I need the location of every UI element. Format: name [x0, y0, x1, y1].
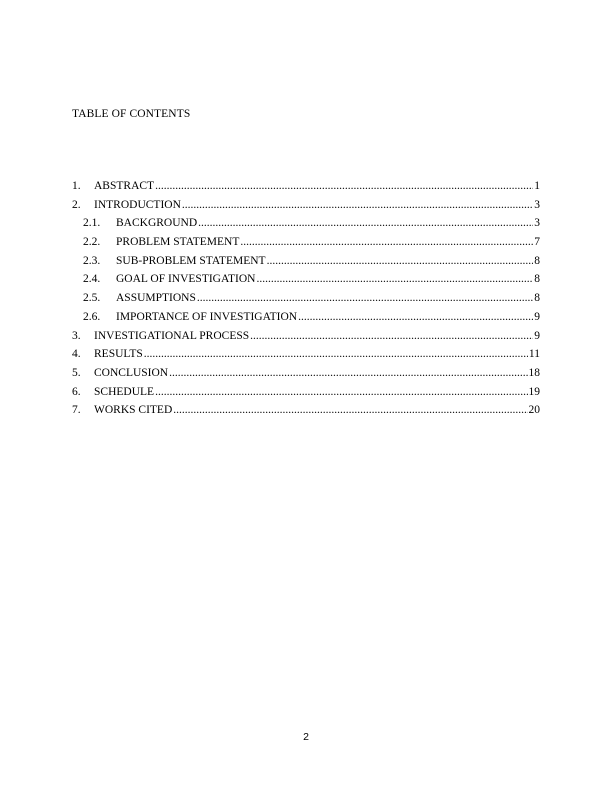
toc-entry-page: 9 [534, 329, 540, 342]
toc-entry-number: 4. [72, 348, 81, 361]
toc-entry-title: PROBLEM STATEMENT [116, 236, 240, 249]
toc-entry-title: ABSTRACT [94, 180, 155, 192]
toc-entry-page: 8 [534, 273, 540, 286]
toc-entry-problem-statement[interactable] [72, 234, 540, 253]
toc-leader-dots [169, 365, 527, 381]
toc-entry-number: 2. [72, 198, 81, 211]
toc-entry-number: 2.6. [83, 310, 101, 323]
toc-entry-page: 7 [534, 236, 540, 249]
toc-entry-schedule[interactable] [72, 384, 540, 403]
page-number: 2 [303, 731, 309, 743]
toc-leader-dots [198, 215, 533, 231]
toc-leader-dots [240, 234, 533, 250]
toc-entry-goal-of-investigation[interactable] [72, 271, 540, 290]
toc-entry-number: 2.5. [83, 292, 101, 305]
toc-entry-page: 8 [534, 254, 540, 267]
toc-entry-number: 2.1. [83, 217, 101, 230]
toc-entry-sub-problem-statement[interactable] [72, 253, 540, 272]
toc-entry-page: 3 [534, 198, 540, 211]
toc-leader-dots [155, 384, 527, 400]
toc-entry-importance-of-investigation[interactable] [72, 309, 540, 328]
toc-entry-title: ASSUMPTIONS [116, 292, 196, 305]
toc-leader-dots [256, 271, 533, 287]
toc-entry-page: 20 [528, 404, 540, 417]
toc-leader-dots [298, 309, 533, 325]
toc-entry-title: INTRODUCTION [94, 198, 181, 211]
toc-entry-introduction[interactable] [72, 197, 540, 216]
toc-entry-number: 6. [72, 385, 81, 398]
toc-entry-title: RESULTS [94, 348, 143, 361]
toc-entry-page: 18 [528, 366, 540, 379]
toc-entry-number: 2.4. [83, 273, 101, 286]
toc-entry-number: 2.3. [83, 254, 101, 267]
toc-entry-number: 1. [72, 180, 81, 192]
toc-entry-title: INVESTIGATIONAL PROCESS [94, 329, 250, 342]
toc-entry-title: WORKS CITED [94, 404, 173, 417]
toc-entry-page: 11 [528, 348, 540, 361]
toc-entry-results[interactable] [72, 346, 540, 365]
toc-entry-page: 8 [534, 292, 540, 305]
toc-entry-title: GOAL OF INVESTIGATION [116, 273, 256, 286]
toc-leader-dots [267, 253, 534, 269]
toc-leader-dots [173, 402, 527, 418]
toc-entry-title: SCHEDULE [94, 385, 155, 398]
toc-leader-dots [182, 197, 533, 213]
toc-entry-number: 5. [72, 366, 81, 379]
toc-entry-page: 19 [528, 385, 540, 398]
toc-entry-number: 7. [72, 404, 81, 417]
toc-leader-dots [155, 178, 533, 194]
toc-entry-number: 3. [72, 329, 81, 342]
toc-heading: TABLE OF CONTENTS [72, 108, 191, 120]
toc-entry-page: 1 [534, 180, 540, 192]
toc-leader-dots [250, 328, 533, 344]
toc-entry-abstract[interactable] [72, 178, 540, 197]
toc-entry-page: 3 [534, 217, 540, 230]
toc-entry-title: SUB-PROBLEM STATEMENT [116, 254, 266, 267]
toc-entry-investigational-process[interactable] [72, 328, 540, 347]
toc-leader-dots [197, 290, 533, 306]
toc-list [72, 178, 540, 421]
toc-entry-works-cited[interactable] [72, 402, 540, 421]
toc-entry-background[interactable] [72, 215, 540, 234]
toc-entry-title: IMPORTANCE OF INVESTIGATION [116, 310, 298, 323]
toc-entry-conclusion[interactable] [72, 365, 540, 384]
toc-entry-page: 9 [534, 310, 540, 323]
toc-leader-dots [144, 346, 528, 362]
toc-entry-title: CONCLUSION [94, 366, 169, 379]
toc-entry-assumptions[interactable] [72, 290, 540, 309]
toc-entry-title: BACKGROUND [116, 217, 198, 230]
toc-entry-number: 2.2. [83, 236, 101, 249]
